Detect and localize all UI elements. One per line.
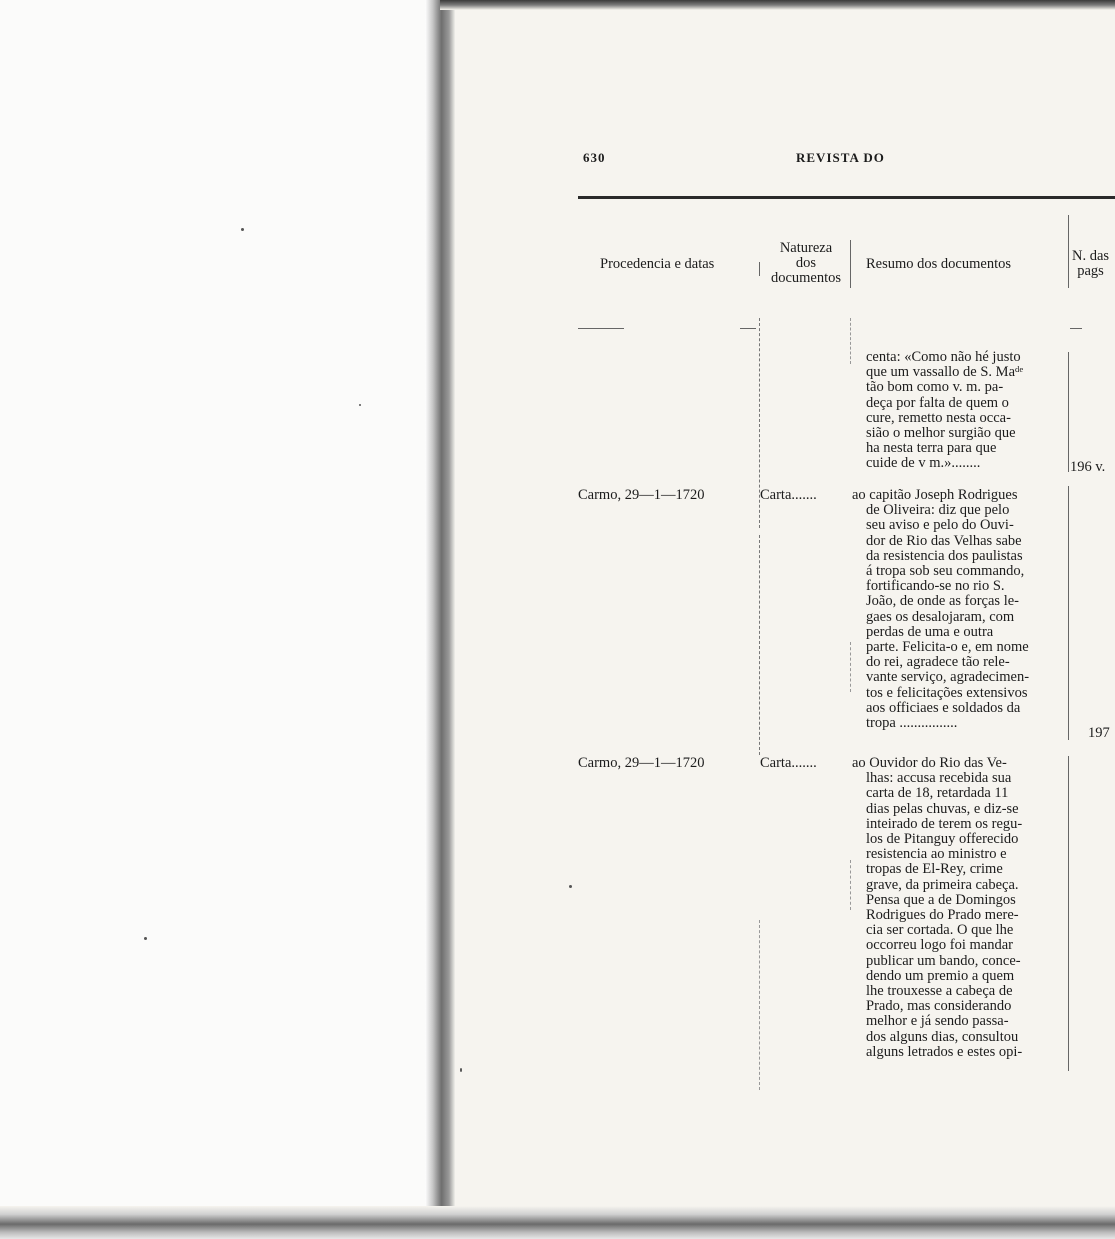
resumo-line: perdas de uma e outra [866,623,994,640]
resumo-line: do rei, agradece tão rele- [866,654,1010,671]
resumo-line: ao Ouvidor do Rio das Ve- [852,755,1007,771]
book-gutter-shadow [425,0,455,1215]
dust-speck [241,228,244,231]
resumo-line: los de Pitanguy offerecido [866,831,1019,848]
resumo-line: cia ser cortada. O que lhe [866,922,1014,939]
column-separator [759,920,760,1090]
column-separator [1068,215,1069,288]
table-row-natureza: Carta....... [760,756,817,771]
resumo-line: tropas de El-Rey, crime [866,861,1003,878]
resumo-line: ao capitão Joseph Rodrigues [852,487,1018,503]
resumo-line: Rodrigues do Prado mere- [866,907,1019,924]
resumo-line: de Oliveira: diz que pelo [866,502,1010,519]
resumo-line: cure, remetto nesta occa- [866,409,1011,426]
resumo-line: publicar um bando, conce- [866,952,1021,969]
resumo-line: dias pelas chuvas, e diz-se [866,800,1019,817]
resumo-line: João, de onde as forças le- [866,593,1019,610]
column-header-pags-line: pags [1077,263,1104,279]
dust-speck [460,1068,462,1072]
column-header-procedencia: Procedencia e datas [600,256,715,272]
resumo-line: tão bom como v. m. pa- [866,379,1004,396]
dust-speck [359,404,361,406]
column-header-pags [1066,249,1115,279]
resumo-line: dendo um premio a quem [866,967,1015,984]
header-underline [740,328,756,329]
column-separator [850,860,851,910]
resumo-line: alguns letrados e estes opi- [866,1043,1023,1060]
resumo-line: deça por falta de quem o [866,394,1009,411]
resumo-line: resistencia ao ministro e [866,846,1007,863]
resumo-line: cuide de v m.»........ [866,455,981,472]
facing-page-blank [0,0,425,1206]
resumo-line: centa: «Como não hé justo [866,349,1021,365]
table-row-resumo [852,756,1066,1060]
resumo-line: occorreu logo foi mandar [866,937,1013,954]
column-header-natureza-line: documentos [770,270,842,286]
table-row-procedencia: Carmo, 29—1—1720 [578,487,705,503]
table-row-resumo [866,350,1066,472]
resumo-line: Pensa que a de Domingos [866,891,1016,908]
column-separator [1068,756,1069,1071]
resumo-line: dor de Rio das Velhas sabe [866,532,1022,549]
column-separator [850,240,851,288]
resumo-line: da resistencia dos paulistas [866,547,1023,564]
resumo-line: tropa ................ [866,715,958,732]
resumo-line: carta de 18, retardada 11 [866,785,1009,802]
column-header-pags-line: N. das [1071,248,1110,264]
resumo-line: lhas: accusa recebida sua [866,770,1012,787]
resumo-line: seu aviso e pelo do Ouvi- [866,517,1014,534]
resumo-line: á tropa sob seu commando, [866,563,1025,580]
column-separator [1068,486,1069,740]
resumo-line: parte. Felicita-o e, em nome [866,639,1029,656]
resumo-line: dos alguns dias, consultou [866,1028,1019,1045]
column-header-natureza-line: Natureza [779,240,833,256]
resumo-line: ha nesta terra para que [866,440,997,457]
table-row-natureza: Carta....... [760,488,817,503]
table-row-pags: 197 [1088,725,1110,741]
top-edge-shadow [440,0,1115,10]
resumo-line: lhe trouxesse a cabeça de [866,983,1013,1000]
table-row-procedencia: Carmo, 29—1—1720 [578,755,705,771]
table-row-resumo [852,488,1066,731]
header-underline [1070,328,1082,329]
column-separator [759,535,760,755]
table-row-pags: 196 v. [1070,459,1106,475]
header-rule [578,196,1115,199]
resumo-line: sião o melhor surgião que [866,425,1016,442]
resumo-line: grave, da primeira cabeça. [866,876,1019,893]
dust-speck [569,885,572,888]
resumo-line: aos officiaes e soldados da [866,699,1021,716]
resumo-line: tos e felicitações extensivos [866,684,1028,701]
dust-speck [144,937,147,940]
bottom-edge-shadow [0,1206,1115,1239]
resumo-line: fortificando-se no rio S. [866,578,1005,595]
resumo-line: vante serviço, agradecimen- [866,669,1030,686]
page-number: 630 [583,150,606,165]
column-header-natureza [758,241,854,286]
column-separator [850,318,851,364]
resumo-line: melhor e já sendo passa- [866,1013,1009,1030]
column-header-resumo: Resumo dos documentos [866,256,1011,272]
column-separator [759,262,760,276]
column-header-natureza-line: dos [795,255,817,271]
column-separator [850,642,851,692]
column-separator [1068,352,1069,472]
resumo-line: Prado, mas considerando [866,998,1012,1015]
header-underline [578,328,624,329]
resumo-line: inteirado de terem os regu- [866,815,1023,832]
running-head: REVISTA DO [796,150,885,165]
resumo-line: que um vassallo de S. Maᵈᵉ [866,364,1024,381]
resumo-line: gaes os desalojaram, com [866,608,1015,625]
